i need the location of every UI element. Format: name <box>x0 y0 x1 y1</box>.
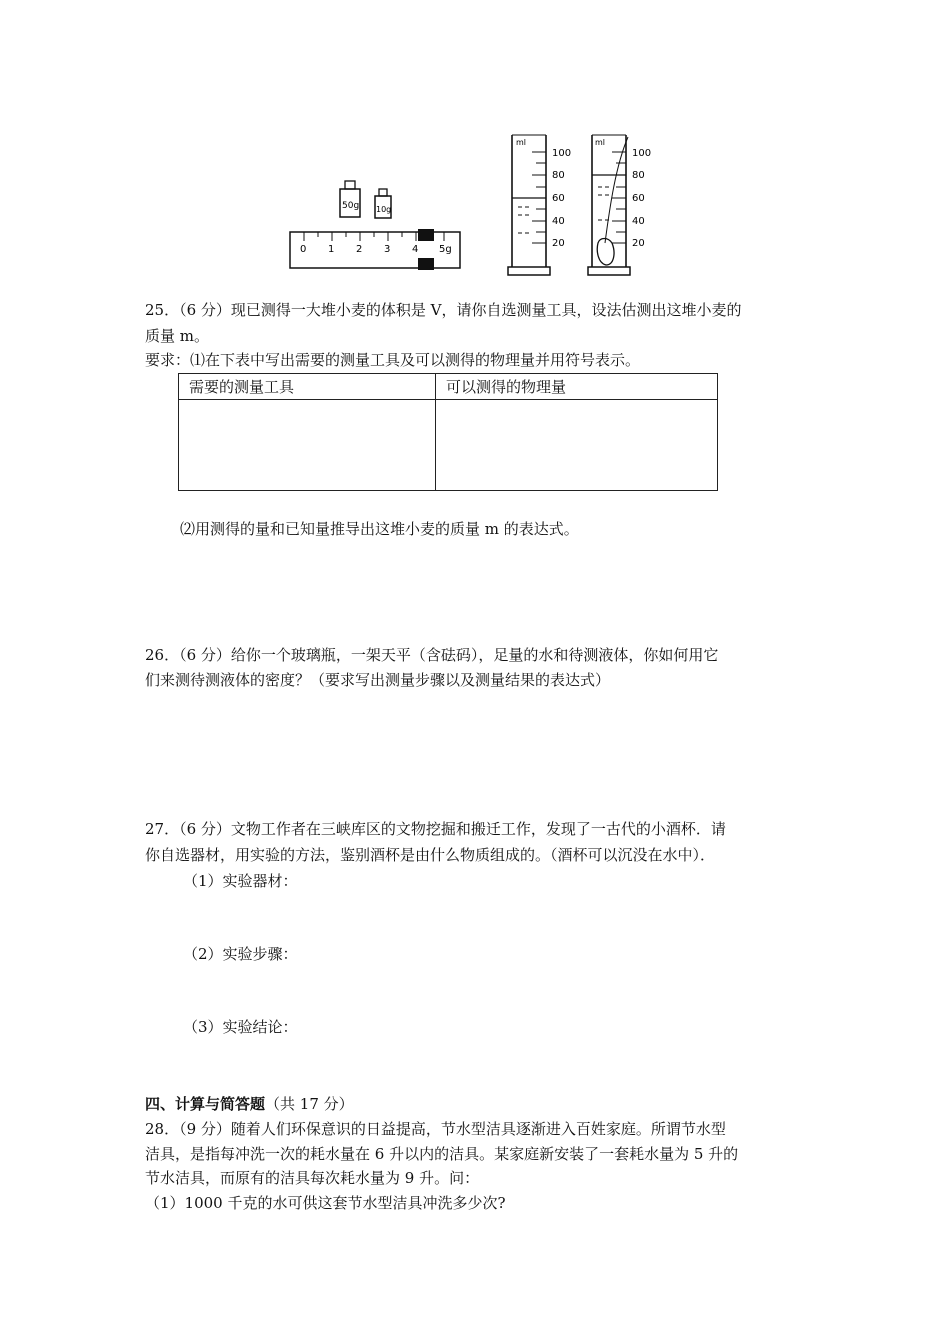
measuring-cylinder-1 <box>508 135 571 275</box>
section-4-title: 四、计算与简答题 <box>145 1095 266 1113</box>
table-header-tools: 需要的测量工具 <box>179 374 436 400</box>
q27-line-1: 27．（6 分）文物工作者在三峡库区的文物挖掘和搬迁工作，发现了一古代的小酒杯．请 <box>145 820 726 838</box>
table-cell-tools-answer[interactable] <box>179 400 436 491</box>
table-cell-quantities-answer[interactable] <box>436 400 718 491</box>
section-4-score: （共 17 分） <box>265 1095 354 1113</box>
measurement-table <box>178 373 718 491</box>
q27-item-equipment: （1）实验器材： <box>183 872 298 890</box>
q28-line-3: 节水洁具，而原有的洁具每次耗水量为 9 升。问： <box>145 1169 480 1187</box>
q25-line-1: 25．（6 分）现已测得一大堆小麦的体积是 V，请你自选测量工具，设法估测出这堆小麦的 <box>145 301 742 319</box>
experiment-figure <box>280 125 660 280</box>
svg-text:80: 80 <box>552 170 565 181</box>
q26-line-2: 们来测待测液体的密度？（要求写出测量步骤以及测量结果的表达式） <box>145 671 611 689</box>
svg-text:5g: 5g <box>439 244 452 255</box>
rider-scale <box>290 229 460 270</box>
svg-text:3: 3 <box>384 244 391 255</box>
q28-sub-1: （1）1000 千克的水可供这套节水型洁具冲洗多少次? <box>145 1194 506 1212</box>
svg-text:ml: ml <box>516 138 527 147</box>
svg-text:4: 4 <box>412 244 419 255</box>
svg-text:50g: 50g <box>342 201 360 211</box>
svg-text:80: 80 <box>632 170 645 181</box>
svg-text:100: 100 <box>552 148 572 159</box>
section-4-heading <box>145 1094 354 1114</box>
svg-text:60: 60 <box>552 193 565 204</box>
q27-item-conclusion: （3）实验结论： <box>183 1018 298 1036</box>
q25-part-2: ⑵用测得的量和已知量推导出这堆小麦的质量 m 的表达式。 <box>180 520 579 538</box>
weight-10g <box>375 189 391 218</box>
table-header-quantities: 可以测得的物理量 <box>436 374 718 400</box>
svg-text:100: 100 <box>632 148 652 159</box>
svg-text:1: 1 <box>328 244 335 255</box>
q25-line-2: 质量 m。 <box>145 327 209 345</box>
q27-line-2: 你自选器材，用实验的方法，鉴别酒杯是由什么物质组成的。（酒杯可以沉没在水中）． <box>145 846 716 864</box>
svg-text:ml: ml <box>595 138 606 147</box>
svg-text:60: 60 <box>632 193 645 204</box>
q28-line-1: 28．（9 分）随着人们环保意识的日益提高，节水型洁具逐渐进入百姓家庭。所谓节水型 <box>145 1120 726 1138</box>
svg-text:40: 40 <box>552 216 565 227</box>
q28-line-2: 洁具，是指每冲洗一次的耗水量在 6 升以内的洁具。某家庭新安装了一套耗水量为 5 升的 <box>145 1145 739 1163</box>
q27-item-steps: （2）实验步骤： <box>183 945 298 963</box>
measuring-cylinder-2 <box>588 135 651 275</box>
weight-50g <box>340 181 360 217</box>
svg-text:40: 40 <box>632 216 645 227</box>
q26-line-1: 26．（6 分）给你一个玻璃瓶，一架天平（含砝码），足量的水和待测液体，你如何用它 <box>145 646 719 664</box>
svg-text:20: 20 <box>552 238 565 249</box>
q25-requirement: 要求：⑴在下表中写出需要的测量工具及可以测得的物理量并用符号表示。 <box>145 351 641 369</box>
svg-text:0: 0 <box>300 244 307 255</box>
svg-text:10g: 10g <box>376 205 392 214</box>
svg-text:2: 2 <box>356 244 363 255</box>
svg-text:20: 20 <box>632 238 645 249</box>
